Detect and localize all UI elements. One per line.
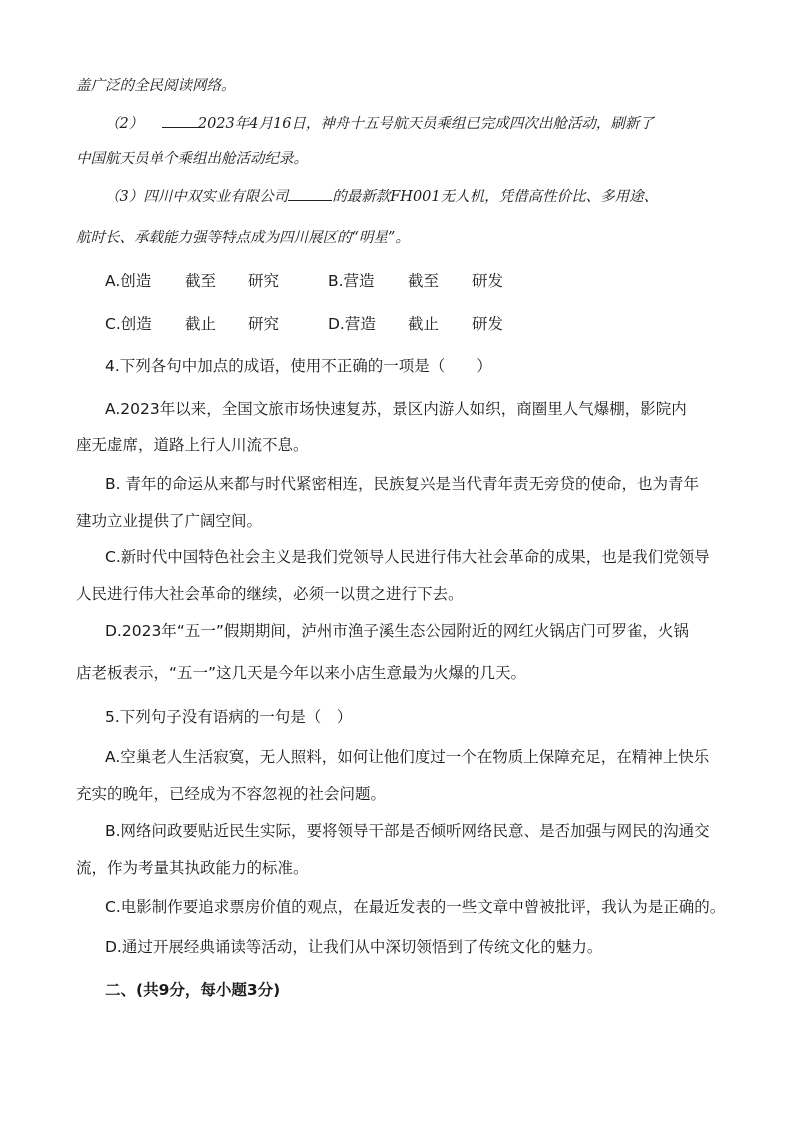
option-a-word1: A.创造	[105, 272, 152, 290]
answer-blank-2	[162, 113, 198, 128]
q5-option-b-line-1: B.网络问政要贴近民生实际，要将领导干部是否倾听网络民意、是否加强与网民的沟通交	[105, 822, 710, 840]
q4-option-a-line-1: A.2023年以来，全国文旅市场快速复苏，景区内游人如织，商圈里人气爆棚，影院内	[105, 400, 687, 418]
option-d-word3: 研发	[472, 315, 504, 333]
item-2-line-2: 中国航天员单个乘组出舱活动纪录。	[76, 151, 308, 167]
q4-option-c-line-1: C.新时代中国特色社会主义是我们党领导人民进行伟大社会革命的成果，也是我们党领导	[105, 548, 710, 566]
item-2-number: （2）	[105, 116, 144, 132]
q5-option-d-line-1: D.通过开展经典诵读等活动，让我们从中深切领悟到了传统文化的魅力。	[105, 938, 603, 956]
q4-option-b-line-1: B. 青年的命运从来都与时代紧密相连，民族复兴是当代青年责无旁贷的使命，也为青年	[105, 475, 699, 493]
item-3-line-2: 航时长、承载能力强等特点成为四川展区的“明星”。	[76, 230, 410, 246]
item-2-line-1	[105, 113, 654, 134]
answer-blank-3	[288, 186, 332, 201]
option-b-word3: 研发	[472, 272, 504, 290]
option-c-word3: 研究	[248, 315, 280, 333]
q4-option-c-line-2: 人民进行伟大社会革命的继续，必须一以贯之进行下去。	[76, 585, 464, 603]
option-b-word1: B.营造	[328, 272, 375, 290]
option-b-word2: 截至	[408, 272, 440, 290]
item-3-text: 的最新款FH001无人机，凭借高性价比、多用途、	[332, 189, 659, 205]
option-c-word1: C.创造	[105, 315, 152, 333]
q4-option-d-line-1: D.2023年“五一”假期期间，泸州市渔子溪生态公园附近的网红火锅店门可罗雀，火锅	[105, 622, 689, 640]
q4-option-a-line-2: 座无虚席，道路上行人川流不息。	[76, 436, 309, 454]
option-d-word1: D.营造	[328, 315, 376, 333]
question-5-stem: 5.下列句子没有语病的一句是（ ）	[105, 708, 353, 726]
option-a-word2: 截至	[185, 272, 217, 290]
item-2-text: 2023年4月16日，神舟十五号航天员乘组已完成四次出舱活动，刷新了	[197, 116, 654, 132]
q5-option-b-line-2: 流，作为考量其执政能力的标准。	[76, 859, 309, 877]
text-line-continuation: 盖广泛的全民阅读网络。	[76, 78, 236, 94]
option-c-word2: 截止	[185, 315, 217, 333]
item-3-line-1	[105, 186, 658, 207]
item-3-prefix: （3）四川中双实业有限公司	[105, 189, 289, 205]
q4-option-d-line-2: 店老板表示，“五一”这几天是今年以来小店生意最为火爆的几天。	[76, 664, 527, 682]
q5-option-a-line-1: A.空巢老人生活寂寞，无人照料，如何让他们度过一个在物质上保障充足，在精神上快乐	[105, 748, 710, 766]
option-a-word3: 研究	[248, 272, 280, 290]
q4-option-b-line-2: 建功立业提供了广阔空间。	[76, 512, 263, 530]
section-2-heading: 二、(共9分，每小题3分)	[105, 981, 281, 999]
question-4-stem: 4.下列各句中加点的成语，使用不正确的一项是（ ）	[105, 357, 492, 375]
q5-option-a-line-2: 充实的晚年，已经成为不容忽视的社会问题。	[76, 785, 387, 803]
option-d-word2: 截止	[408, 315, 440, 333]
q5-option-c-line-1: C.电影制作要追求票房价值的观点，在最近发表的一些文章中曾被批评，我认为是正确的。	[105, 898, 726, 916]
